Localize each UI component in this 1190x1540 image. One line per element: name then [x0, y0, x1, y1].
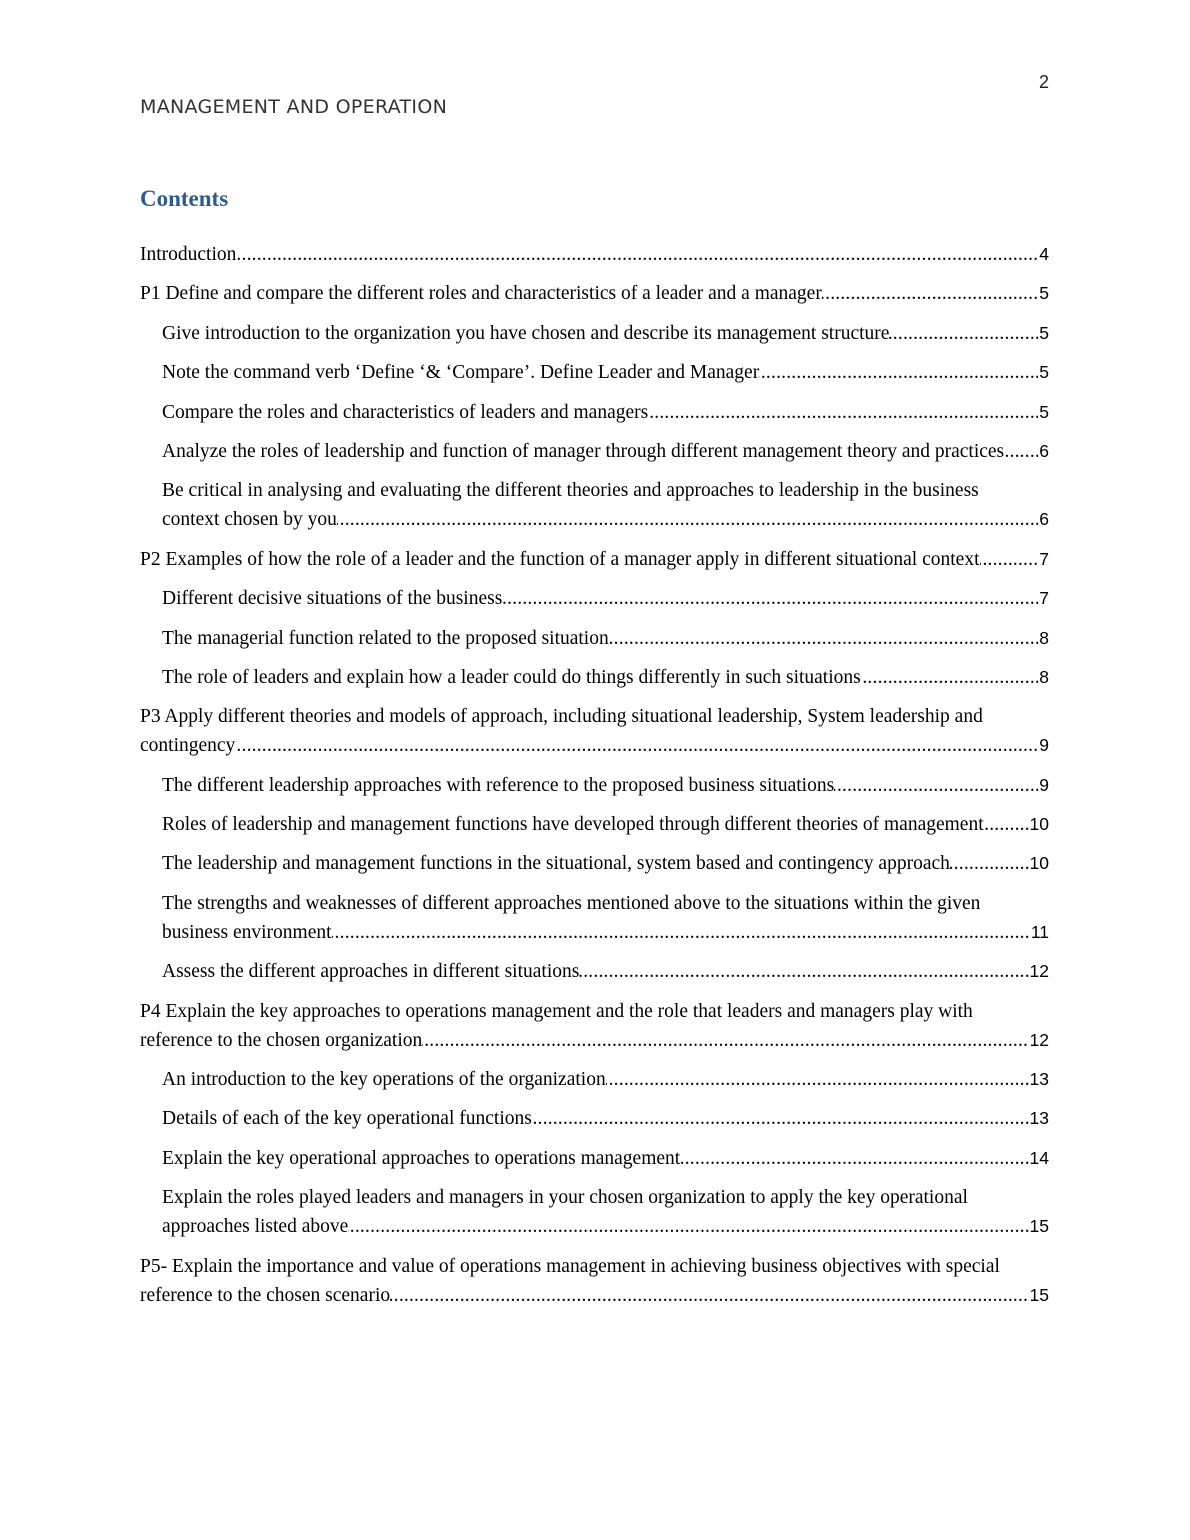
toc-entry-text: P4 Explain the key approaches to operations management and the role that leaders and managers play with reference to the chosen organization	[140, 1000, 973, 1051]
toc-entry-text: Roles of leadership and management functions have developed through different theories of management	[162, 814, 984, 836]
toc-entry[interactable]	[162, 889, 1049, 947]
toc-entry-page: 13	[1029, 1104, 1049, 1133]
toc-entry-text: The managerial function related to the proposed situation	[162, 627, 609, 649]
toc-entry-text: Assess the different approaches in different situations	[162, 961, 580, 983]
toc-entry[interactable]	[162, 584, 1049, 613]
toc-entry-page: 8	[1038, 624, 1049, 653]
toc-entry[interactable]	[140, 702, 1049, 760]
toc-entry-page: 10	[1029, 810, 1049, 839]
toc-entry-page: 7	[1038, 584, 1049, 613]
toc-entry[interactable]	[162, 957, 1049, 986]
toc-entry[interactable]	[162, 437, 1049, 466]
toc-entry[interactable]	[162, 1104, 1049, 1133]
toc-entry[interactable]	[162, 771, 1049, 800]
toc-entry[interactable]	[162, 1065, 1049, 1094]
toc-title: Contents	[140, 186, 229, 211]
toc-entry[interactable]	[162, 476, 1049, 534]
toc-entry[interactable]	[162, 398, 1049, 427]
toc-entry-text: Introduction	[140, 244, 237, 265]
toc-entry[interactable]	[140, 279, 1049, 308]
toc-entry-page: 8	[1038, 663, 1049, 692]
toc-entry-text: The different leadership approaches with reference to the proposed business situations	[162, 774, 835, 796]
toc-entry-text: Compare the roles and characteristics of leaders and managers	[162, 401, 649, 423]
toc-entry-text: Explain the roles played leaders and managers in your chosen organization to apply the key operational approaches listed above	[162, 1187, 968, 1238]
toc-entry-page: 6	[1038, 505, 1049, 534]
toc-entry-text: Note the command verb ‘Define ‘& ‘Compare’. Define Leader and Manager	[162, 362, 760, 384]
running-header: MANAGEMENT AND OPERATION	[140, 96, 448, 118]
toc-entry-page: 15	[1029, 1212, 1049, 1241]
toc-entry-text: The role of leaders and explain how a leader could do things differently in such situations	[162, 666, 861, 688]
toc-entry-page: 13	[1029, 1065, 1049, 1094]
toc-entry-text: The leadership and management functions in the situational, system based and contingency approach	[162, 853, 950, 875]
toc-entry-text: Explain the key operational approaches to operations management	[162, 1147, 681, 1169]
toc-entry-page: 5	[1038, 319, 1049, 348]
table-of-contents	[140, 240, 1049, 1320]
toc-entry[interactable]	[162, 1183, 1049, 1241]
toc-entry-text: An introduction to the key operations of the organization	[162, 1069, 606, 1091]
toc-entry-text: Analyze the roles of leadership and function of manager through different management theory and practices	[162, 440, 1005, 462]
toc-entry-text: P2 Examples of how the role of a leader and the function of a manager apply in different situational context	[140, 548, 980, 570]
toc-entry-page: 12	[1029, 957, 1049, 986]
toc-entry[interactable]	[140, 1252, 1049, 1310]
toc-entry[interactable]	[140, 997, 1049, 1055]
toc-entry-page: 15	[1029, 1281, 1049, 1310]
toc-entry-page: 12	[1029, 1026, 1049, 1055]
toc-entry-page: 9	[1038, 731, 1049, 760]
toc-entry-text: Different decisive situations of the business	[162, 588, 503, 610]
toc-entry[interactable]	[162, 810, 1049, 839]
toc-entry[interactable]	[162, 663, 1049, 692]
toc-entry-page: 10	[1029, 849, 1049, 878]
toc-entry-page: 9	[1038, 771, 1049, 800]
toc-entry[interactable]	[140, 240, 1049, 269]
toc-entry[interactable]	[162, 1144, 1049, 1173]
page-number: 2	[1038, 72, 1049, 92]
toc-entry-page: 7	[1038, 545, 1049, 574]
toc-entry[interactable]	[162, 849, 1049, 878]
toc-entry-page: 5	[1038, 279, 1049, 308]
toc-entry[interactable]	[162, 358, 1049, 387]
toc-entry-page: 6	[1038, 437, 1049, 466]
toc-entry[interactable]	[140, 545, 1049, 574]
toc-entry-page: 11	[1030, 918, 1049, 947]
toc-entry-text: P5- Explain the importance and value of operations management in achieving business objectives with special reference to the chosen scenario	[140, 1255, 1000, 1306]
toc-entry-page: 4	[1038, 240, 1049, 269]
toc-entry-page: 5	[1038, 398, 1049, 427]
toc-entry-page: 14	[1029, 1144, 1049, 1173]
toc-entry-page: 5	[1038, 358, 1049, 387]
toc-entry-text: The strengths and weaknesses of different approaches mentioned above to the situations within the given business environment	[162, 892, 981, 943]
toc-entry-text: Details of each of the key operational functions	[162, 1108, 532, 1130]
toc-entry[interactable]	[162, 624, 1049, 653]
toc-entry-text: P3 Apply different theories and models of approach, including situational leadership, System leadership and contingency	[140, 706, 983, 757]
toc-entry-text: Give introduction to the organization you have chosen and describe its management structure	[162, 322, 890, 344]
toc-entry[interactable]	[162, 319, 1049, 348]
toc-entry-text: Be critical in analysing and evaluating the different theories and approaches to leadership in the business context chosen by you	[162, 480, 979, 531]
toc-entry-text: P1 Define and compare the different roles and characteristics of a leader and a manager	[140, 283, 822, 305]
